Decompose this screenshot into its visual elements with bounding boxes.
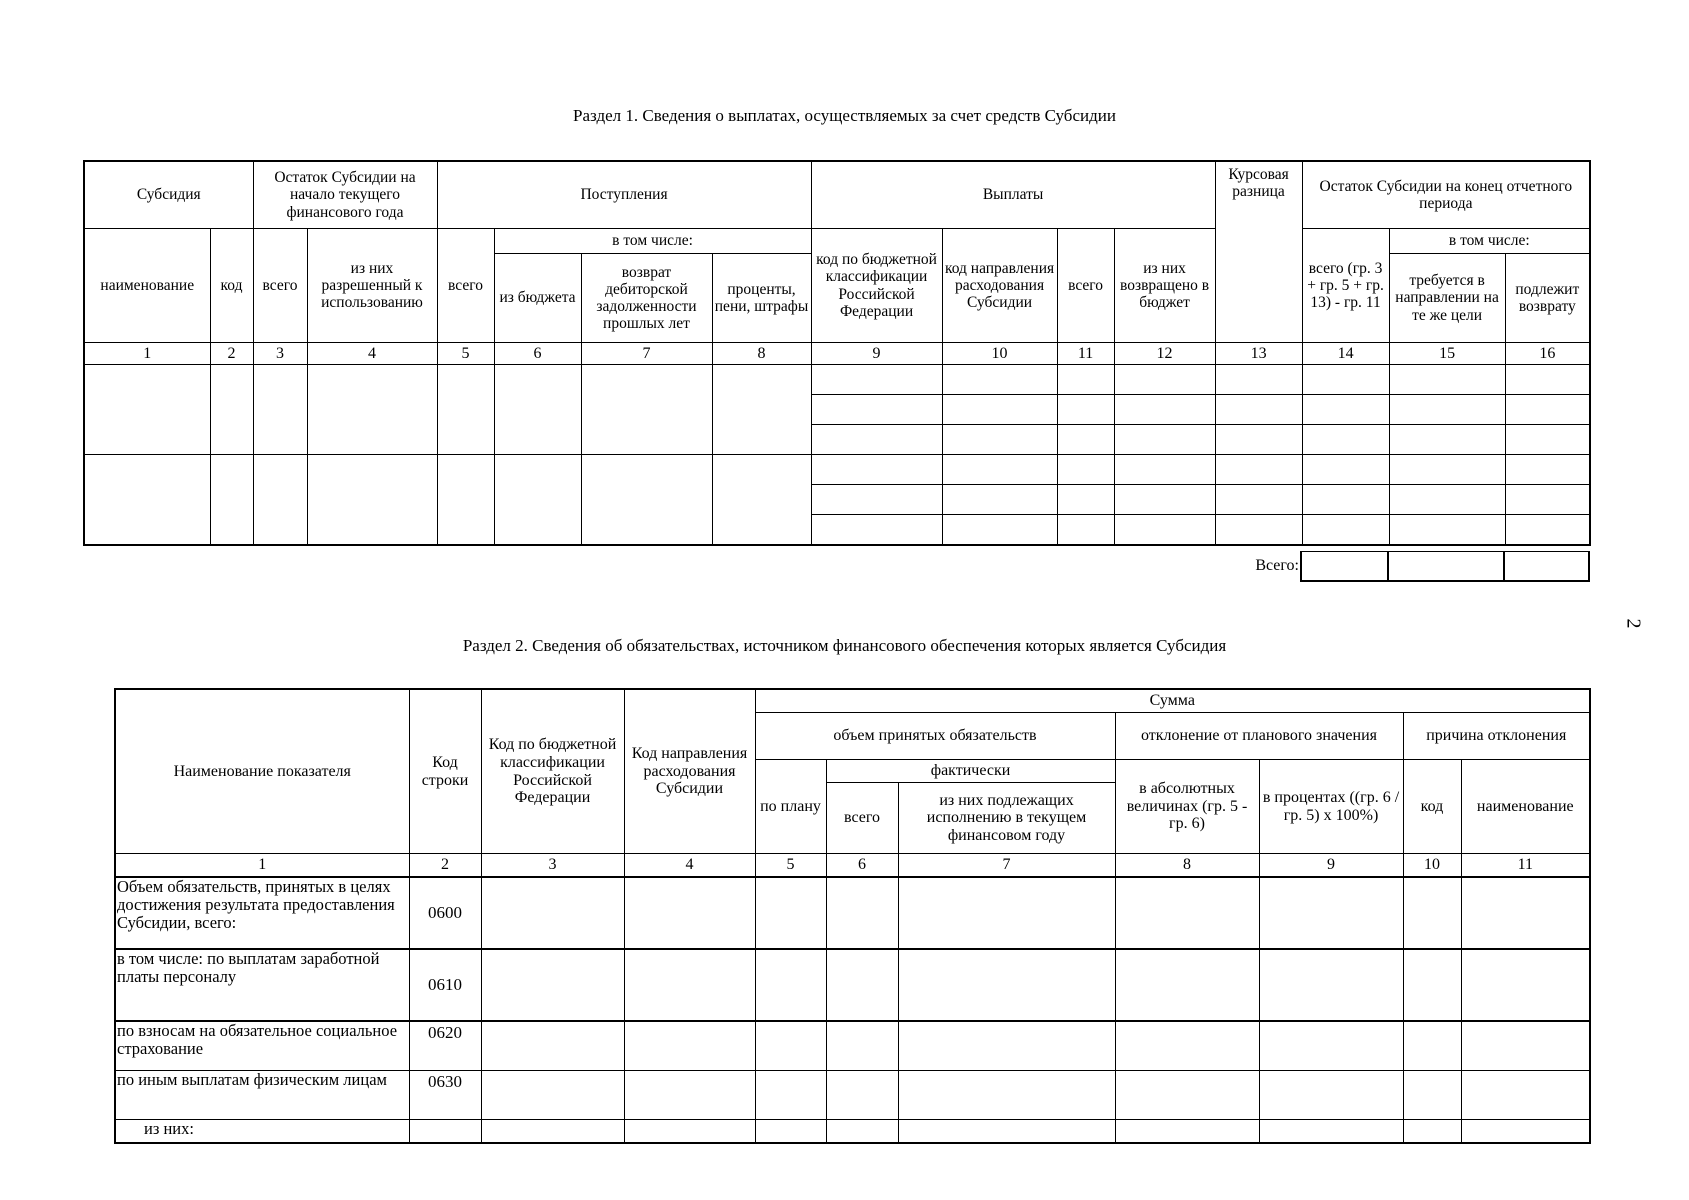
cell[interactable] (1115, 1071, 1259, 1120)
cell[interactable] (1057, 485, 1114, 515)
cell[interactable] (1114, 515, 1215, 546)
cell[interactable] (826, 1071, 898, 1120)
cell[interactable] (712, 455, 811, 546)
cell[interactable] (1057, 365, 1114, 395)
section1-total-row (1212, 551, 1590, 582)
col-number: 4 (624, 854, 755, 878)
row-code (409, 1120, 481, 1144)
header-bk-code: Код по бюджетной классификации Российской Федерации (481, 689, 624, 854)
cell[interactable] (811, 425, 942, 455)
cell[interactable] (942, 515, 1057, 546)
header-from-budget: из бюджета (494, 254, 581, 343)
cell[interactable] (1505, 455, 1590, 485)
header-sum: Сумма (755, 689, 1590, 713)
cell[interactable] (1461, 1120, 1590, 1144)
row-code: 0600 (409, 877, 481, 949)
cell[interactable] (1259, 949, 1403, 1021)
header-debt-return: возврат дебиторской задолженности прошлых лет (581, 254, 712, 343)
cell[interactable] (1461, 1021, 1590, 1071)
header-receipts-including: в том числе: (494, 229, 811, 254)
cell[interactable] (307, 365, 437, 455)
header-interest: проценты, пени, штрафы (712, 254, 811, 343)
cell[interactable] (210, 455, 253, 546)
col-number: 9 (1259, 854, 1403, 878)
col-number: 10 (1403, 854, 1461, 878)
cell[interactable] (942, 365, 1057, 395)
cell[interactable] (481, 1071, 624, 1120)
header-pct: в процентах ((гр. 6 / гр. 5) x 100%) (1259, 760, 1403, 854)
header-row-code: Код строки (409, 689, 481, 854)
cell[interactable] (1505, 425, 1590, 455)
col-number: 7 (581, 343, 712, 365)
cell[interactable] (1403, 877, 1461, 949)
table-row (115, 949, 1590, 1021)
cell[interactable] (1302, 395, 1389, 425)
header-remainder-end: Остаток Субсидии на конец отчетного периода (1302, 161, 1590, 229)
cell[interactable] (826, 949, 898, 1021)
cell[interactable] (755, 1071, 826, 1120)
col-number: 11 (1461, 854, 1590, 878)
header-remainder-start: Остаток Субсидии на начало текущего финансового года (253, 161, 437, 229)
cell[interactable] (624, 1021, 755, 1071)
cell[interactable] (624, 949, 755, 1021)
cell[interactable] (1389, 485, 1505, 515)
cell[interactable] (1389, 425, 1505, 455)
col-number: 11 (1057, 343, 1114, 365)
cell[interactable] (1259, 1071, 1403, 1120)
cell[interactable] (494, 365, 581, 455)
header-name: наименование (84, 229, 210, 343)
section1-title: Раздел 1. Сведения о выплатах, осуществляемых за счет средств Субсидии (573, 106, 1116, 125)
cell[interactable] (755, 1120, 826, 1144)
cell[interactable] (210, 365, 253, 455)
cell[interactable] (1115, 1021, 1259, 1071)
cell[interactable] (1115, 877, 1259, 949)
cell[interactable] (898, 1071, 1115, 1120)
cell[interactable] (898, 877, 1115, 949)
cell[interactable] (811, 515, 942, 546)
cell[interactable] (1389, 515, 1505, 546)
cell[interactable] (1389, 455, 1505, 485)
header-start-allowed: из них разрешенный к использованию (307, 229, 437, 343)
cell[interactable] (1302, 515, 1389, 546)
cell[interactable] (755, 877, 826, 949)
header-to-return: подлежит возврату (1505, 254, 1590, 343)
header-subsidy: Субсидия (84, 161, 253, 229)
cell[interactable] (1403, 949, 1461, 1021)
row-code: 0610 (409, 949, 481, 1021)
cell[interactable] (1403, 1071, 1461, 1120)
col-number: 16 (1505, 343, 1590, 365)
header-payments-total: всего (1057, 229, 1114, 343)
table-row (115, 1071, 1590, 1120)
cell[interactable] (253, 455, 307, 546)
section2-title: Раздел 2. Сведения об обязательствах, источником финансового обеспечения которых является Субсидия (462, 636, 1227, 655)
row-label: Объем обязательств, принятых в целях достижения результата предоставления Субсидии, всего: (115, 877, 409, 949)
col-number: 9 (811, 343, 942, 365)
col-number: 8 (712, 343, 811, 365)
section1-column-numbers (84, 343, 1590, 365)
cell[interactable] (1505, 485, 1590, 515)
row-label: в том числе: по выплатам заработной платы персоналу (115, 949, 409, 1021)
cell[interactable] (942, 485, 1057, 515)
cell[interactable] (253, 365, 307, 455)
total-label: Всего: (1212, 552, 1301, 581)
header-end-total: всего (гр. 3 + гр. 5 + гр. 13) - гр. 11 (1302, 229, 1389, 343)
row-label: по иным выплатам физическим лицам (115, 1071, 409, 1120)
cell[interactable] (84, 365, 210, 455)
cell[interactable] (1403, 1021, 1461, 1071)
cell[interactable] (1389, 365, 1505, 395)
header-end-including: в том числе: (1389, 229, 1590, 254)
cell[interactable] (942, 395, 1057, 425)
col-number: 6 (494, 343, 581, 365)
header-indicator: Наименование показателя (115, 689, 409, 854)
cell[interactable] (1057, 455, 1114, 485)
cell[interactable] (1114, 425, 1215, 455)
cell[interactable] (624, 1120, 755, 1144)
cell[interactable] (1505, 395, 1590, 425)
cell[interactable] (437, 365, 494, 455)
cell[interactable] (942, 425, 1057, 455)
cell[interactable] (1461, 877, 1590, 949)
cell[interactable] (581, 455, 712, 546)
header-actual-current-year: из них подлежащих исполнению в текущем финансовом году (898, 783, 1115, 854)
cell[interactable] (1115, 949, 1259, 1021)
cell[interactable] (811, 485, 942, 515)
cell[interactable] (755, 1021, 826, 1071)
cell[interactable] (811, 365, 942, 395)
col-number: 15 (1389, 343, 1505, 365)
cell[interactable] (1505, 365, 1590, 395)
cell[interactable] (1215, 515, 1302, 546)
cell[interactable] (942, 455, 1057, 485)
cell[interactable] (1114, 485, 1215, 515)
cell[interactable] (1403, 1120, 1461, 1144)
row-label: по взносам на обязательное социальное страхование (115, 1021, 409, 1071)
col-number: 4 (307, 343, 437, 365)
cell[interactable] (826, 1021, 898, 1071)
cell[interactable] (1505, 515, 1590, 546)
total-cell-16[interactable] (1504, 552, 1589, 581)
cell[interactable] (481, 877, 624, 949)
header-actual: фактически (826, 760, 1115, 783)
header-actual-total: всего (826, 783, 898, 854)
table-row (115, 1021, 1590, 1071)
cell[interactable] (437, 455, 494, 546)
cell[interactable] (624, 877, 755, 949)
cell[interactable] (481, 1120, 624, 1144)
cell[interactable] (1114, 365, 1215, 395)
cell[interactable] (1114, 395, 1215, 425)
row-code: 0620 (409, 1021, 481, 1071)
cell[interactable] (481, 1021, 624, 1071)
cell[interactable] (581, 365, 712, 455)
cell[interactable] (1215, 365, 1302, 395)
cell[interactable] (1389, 395, 1505, 425)
header-payments: Выплаты (811, 161, 1215, 229)
cell[interactable] (898, 1120, 1115, 1144)
cell[interactable] (1057, 515, 1114, 546)
header-deviation: отклонение от планового значения (1115, 713, 1403, 760)
col-number: 12 (1114, 343, 1215, 365)
cell[interactable] (1259, 877, 1403, 949)
header-accepted: объем принятых обязательств (755, 713, 1115, 760)
header-direction-code: код направления расходования Субсидии (942, 229, 1057, 343)
header-reason-code: код (1403, 760, 1461, 854)
cell[interactable] (755, 949, 826, 1021)
cell[interactable] (712, 365, 811, 455)
table-row (84, 365, 1590, 395)
header-reason: причина отклонения (1403, 713, 1590, 760)
cell[interactable] (1215, 425, 1302, 455)
cell[interactable] (1114, 455, 1215, 485)
row-code: 0630 (409, 1071, 481, 1120)
header-returned-to-budget: из них возвращено в бюджет (1114, 229, 1215, 343)
cell[interactable] (1259, 1120, 1403, 1144)
cell[interactable] (1302, 425, 1389, 455)
col-number: 8 (1115, 854, 1259, 878)
cell[interactable] (1057, 395, 1114, 425)
header-direction-code: Код направления расходования Субсидии (624, 689, 755, 854)
header-receipts-total: всего (437, 229, 494, 343)
col-number: 2 (210, 343, 253, 365)
cell[interactable] (1302, 455, 1389, 485)
cell[interactable] (1115, 1120, 1259, 1144)
cell[interactable] (1215, 395, 1302, 425)
header-start-total: всего (253, 229, 307, 343)
cell[interactable] (811, 455, 942, 485)
cell[interactable] (307, 455, 437, 546)
col-number: 2 (409, 854, 481, 878)
table-row (115, 1120, 1590, 1144)
cell[interactable] (624, 1071, 755, 1120)
table-row (84, 455, 1590, 485)
header-fx-diff: Курсовая разница (1215, 161, 1302, 343)
header-abs: в абсолютных величинах (гр. 5 - гр. 6) (1115, 760, 1259, 854)
total-cell-14[interactable] (1301, 552, 1388, 581)
col-number: 10 (942, 343, 1057, 365)
header-plan: по плану (755, 760, 826, 854)
col-number: 5 (755, 854, 826, 878)
cell[interactable] (1215, 455, 1302, 485)
page-number: 2 (1622, 618, 1645, 629)
cell[interactable] (826, 877, 898, 949)
cell[interactable] (1057, 425, 1114, 455)
cell[interactable] (898, 949, 1115, 1021)
cell[interactable] (494, 455, 581, 546)
cell[interactable] (811, 395, 942, 425)
col-number: 5 (437, 343, 494, 365)
col-number: 3 (253, 343, 307, 365)
table-row (115, 877, 1590, 949)
col-number: 13 (1215, 343, 1302, 365)
header-bk-code: код по бюджетной классификации Российской Федерации (811, 229, 942, 343)
header-reason-name: наименование (1461, 760, 1590, 854)
header-code: код (210, 229, 253, 343)
cell[interactable] (1302, 485, 1389, 515)
header-receipts: Поступления (437, 161, 811, 229)
col-number: 7 (898, 854, 1115, 878)
section1-table (83, 160, 1591, 546)
section2-column-numbers (115, 854, 1590, 878)
col-number: 14 (1302, 343, 1389, 365)
cell[interactable] (898, 1021, 1115, 1071)
cell[interactable] (1461, 1071, 1590, 1120)
cell[interactable] (481, 949, 624, 1021)
cell[interactable] (826, 1120, 898, 1144)
col-number: 1 (115, 854, 409, 878)
col-number: 1 (84, 343, 210, 365)
cell[interactable] (1302, 365, 1389, 395)
col-number: 6 (826, 854, 898, 878)
section2-table (114, 688, 1591, 1144)
cell[interactable] (84, 455, 210, 546)
cell[interactable] (1215, 485, 1302, 515)
cell[interactable] (1461, 949, 1590, 1021)
total-cell-15[interactable] (1388, 552, 1504, 581)
header-needed-same: требуется в направлении на те же цели (1389, 254, 1505, 343)
cell[interactable] (1259, 1021, 1403, 1071)
row-label: из них: (115, 1120, 409, 1144)
col-number: 3 (481, 854, 624, 878)
